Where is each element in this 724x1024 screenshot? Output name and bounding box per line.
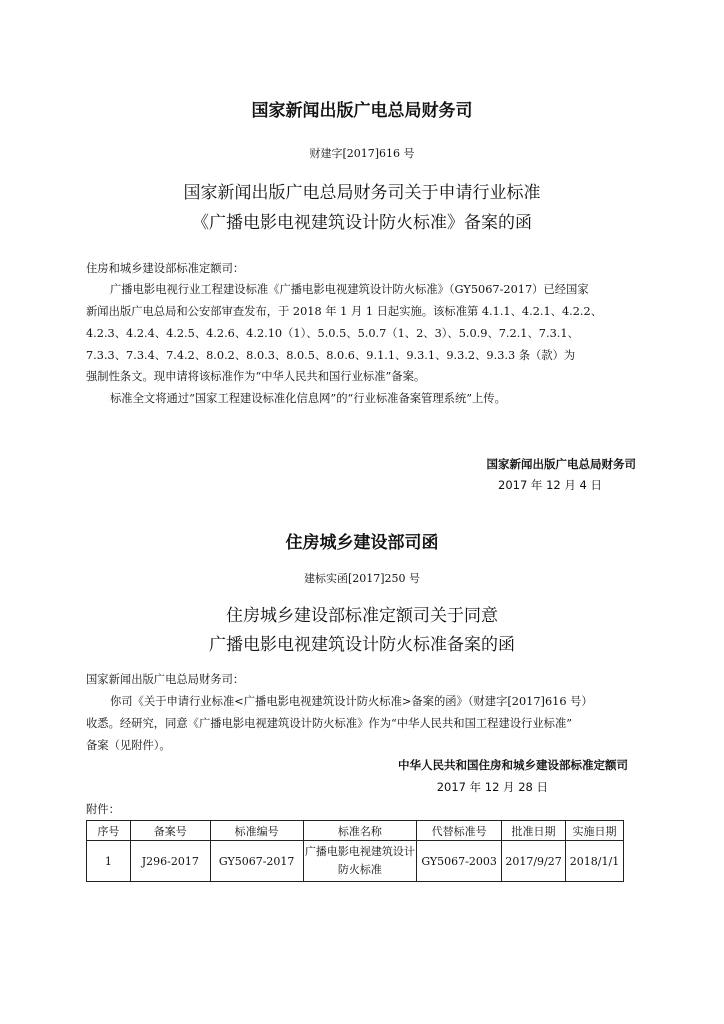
attachment-label: 附件：	[86, 803, 120, 816]
column-header: 实施日期	[566, 821, 624, 841]
table-cell: 1	[87, 841, 131, 882]
letter2-org-title: 住房城乡建设部司函	[285, 533, 439, 553]
column-header: 标准名称	[303, 821, 417, 841]
letter1-subject-line2: 《广播电影电视建筑设计防火标准》备案的函	[192, 213, 532, 233]
letter1-org-title: 国家新闻出版广电总局财务司	[251, 101, 473, 121]
table-cell: 广播电影电视建筑设计防火标准	[303, 841, 417, 882]
letter1-subject-line1: 国家新闻出版广电总局财务司关于申请行业标准	[183, 183, 541, 203]
column-header: 序号	[87, 821, 131, 841]
letter2-para1-line: 备案（见附件）。	[86, 739, 171, 752]
letter1-para1-line: 新闻出版广电总局和公安部审查发布，于 2018 年 1 月 1 日起实施。该标准第 4.1.1、4.2.1、4.2.2、	[86, 305, 602, 318]
letter1-signature: 国家新闻出版广电总局财务司	[486, 457, 636, 471]
column-header: 批准日期	[502, 821, 566, 841]
attachment-table	[86, 820, 624, 882]
column-header: 标准编号	[210, 821, 303, 841]
letter2-doc-number: 建标实函[2017]250 号	[303, 572, 421, 585]
letter2-signature: 中华人民共和国住房和城乡建设部标准定额司	[398, 758, 628, 772]
letter1-para1-line: 4.2.3、4.2.4、4.2.5、4.2.6、4.2.10（1）、5.0.5、5.0.7（1、2、3）、5.0.9、7.2.1、7.3.1、	[86, 327, 579, 340]
letter2-recipient: 国家新闻出版广电总局财务司：	[86, 673, 245, 686]
letter2-para1-line: 收悉。经研究，同意《广播电影电视建筑设计防火标准》作为“中华人民共和国工程建设行业标准”	[86, 717, 573, 730]
column-header: 代替标准号	[417, 821, 502, 841]
table-cell: 2017/9/27	[502, 841, 566, 882]
column-header: 备案号	[130, 821, 210, 841]
letter1-para1-line: 广播电影电视行业工程建设标准《广播电影电视建筑设计防火标准》（GY5067-2017）已经国家	[110, 283, 589, 296]
table-row	[87, 841, 624, 882]
letter1-para1-line: 7.3.3、7.3.4、7.4.2、8.0.2、8.0.3、8.0.5、8.0.6、9.1.1、9.3.1、9.3.2、9.3.3 条（款）为	[86, 349, 576, 362]
table-cell: J296-2017	[130, 841, 210, 882]
letter1-doc-number: 财建字[2017]616 号	[309, 147, 415, 160]
letter2-para1-line: 你司《关于申请行业标准<广播电影电视建筑设计防火标准>备案的函》（财建字[2017]616 号）	[110, 695, 593, 708]
letter1-para1-line: 强制性条文。现申请将该标准作为“中华人民共和国行业标准”备案。	[86, 370, 426, 383]
letter1-date: 2017 年 12 月 4 日	[498, 478, 602, 492]
letter1-para2: 标准全文将通过“国家工程建设标准化信息网”的“行业标准备案管理系统”上传。	[110, 392, 506, 405]
letter2-date: 2017 年 12 月 28 日	[436, 780, 548, 794]
table-cell: GY5067-2003	[417, 841, 502, 882]
table-cell: 2018/1/1	[566, 841, 624, 882]
letter2-subject-line1: 住房城乡建设部标准定额司关于同意	[226, 606, 498, 626]
table-cell: GY5067-2017	[210, 841, 303, 882]
letter2-subject-line2: 广播电影电视建筑设计防火标准备案的函	[209, 635, 515, 655]
table-header-row	[87, 821, 624, 841]
letter1-recipient: 住房和城乡建设部标准定额司：	[86, 262, 245, 275]
